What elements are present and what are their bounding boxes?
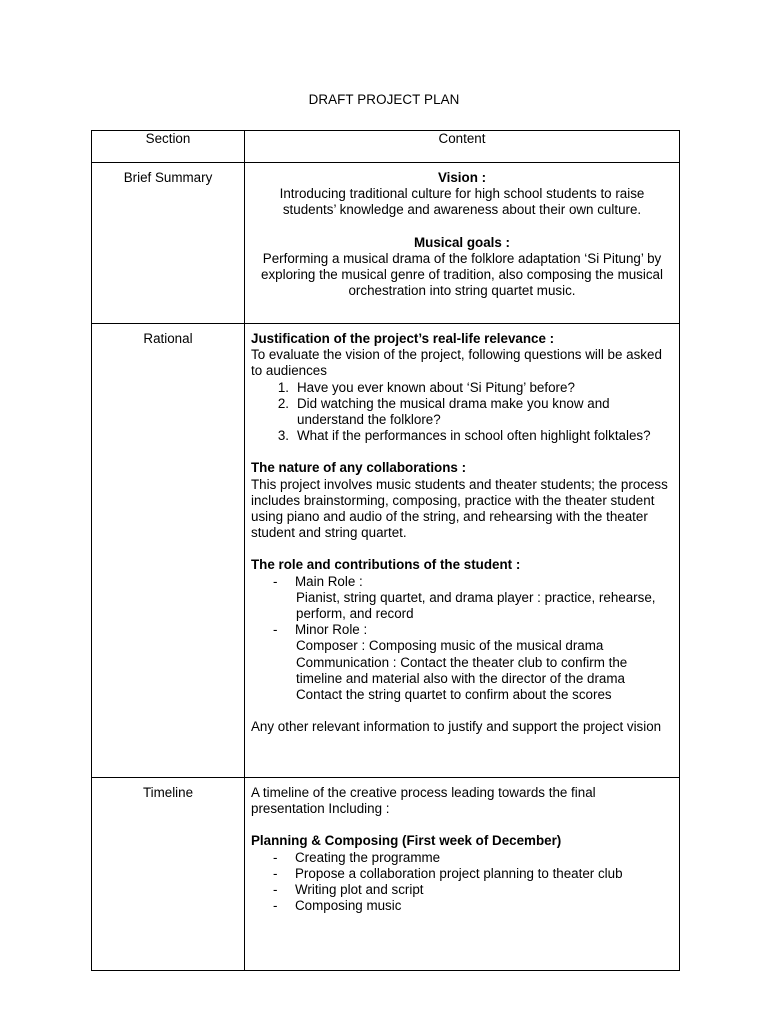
section-rational: Rational bbox=[92, 324, 245, 778]
musical-goals-heading: Musical goals : bbox=[414, 234, 510, 250]
list-item: - Creating the programme bbox=[273, 849, 441, 865]
phase-heading: Planning & Composing (First week of December) bbox=[251, 833, 562, 849]
list-item: 3. What if the performances in school often highlight folktales? bbox=[277, 428, 651, 444]
project-plan-table bbox=[91, 130, 680, 971]
other-info-text: Any other relevant information to justify and support the project vision bbox=[251, 719, 662, 735]
table-row-brief-summary bbox=[92, 163, 680, 324]
musical-goals-text: Performing a musical drama of the folklore adaptation ‘Si Pitung’ by exploring the musical genre of tradition, also composing the musical orchestration into string quartet music. bbox=[261, 250, 663, 299]
collaboration-heading: The nature of any collaborations : bbox=[251, 460, 467, 476]
content-rational bbox=[245, 324, 680, 778]
minor-role-line: Contact the string quartet to confirm about the scores bbox=[296, 687, 612, 703]
table-row-rational bbox=[92, 324, 680, 778]
list-item: - Minor Role : bbox=[251, 622, 673, 638]
minor-role-line: Composer : Composing music of the musical drama bbox=[296, 638, 604, 654]
collaboration-text: This project involves music students and theater students; the process includes brainstorming, composing, practice with the theater student using piano and audio of the string, and rehearsing with the theater student and string quartet. bbox=[251, 476, 668, 541]
table-header-row bbox=[92, 131, 680, 163]
main-role-label: Main Role : bbox=[295, 573, 363, 589]
phase-list bbox=[251, 850, 673, 915]
list-item: - Main Role : bbox=[251, 574, 673, 590]
list-item: - Composing music bbox=[273, 898, 402, 914]
list-item: 2. Did watching the musical drama make you know and understand the folklore? bbox=[277, 395, 610, 428]
vision-heading: Vision : bbox=[437, 170, 487, 185]
section-brief-summary: Brief Summary bbox=[92, 163, 245, 324]
section-timeline: Timeline bbox=[92, 778, 245, 971]
minor-role-label: Minor Role : bbox=[295, 622, 368, 638]
content-timeline bbox=[245, 778, 680, 971]
list-item: - Propose a collaboration project planning to theater club bbox=[273, 865, 623, 881]
main-role-text: Pianist, string quartet, and drama player : practice, rehearse, perform, and record bbox=[296, 589, 656, 622]
list-item: 1. Have you ever known about ‘Si Pitung’ before? bbox=[277, 379, 575, 395]
justification-heading: Justification of the project’s real-life relevance : bbox=[251, 331, 555, 346]
header-content: Content bbox=[245, 131, 680, 163]
question-list bbox=[251, 380, 673, 445]
minor-role-line: Communication : Contact the theater club to confirm the timeline and material also with the director of the drama bbox=[296, 654, 628, 686]
justification-text: To evaluate the vision of the project, following questions will be asked to audiences bbox=[251, 347, 662, 379]
list-item: - Writing plot and script bbox=[273, 882, 424, 898]
document-title: DRAFT PROJECT PLAN bbox=[308, 92, 460, 107]
vision-text: Introducing traditional culture for high school students to raise students’ knowledge and awareness about their own culture. bbox=[279, 186, 645, 218]
header-section: Section bbox=[92, 131, 245, 163]
table-row-timeline bbox=[92, 778, 680, 971]
timeline-intro: A timeline of the creative process leading towards the final presentation Including : bbox=[251, 785, 596, 817]
role-list bbox=[251, 574, 673, 590]
role-heading: The role and contributions of the student : bbox=[251, 557, 521, 573]
content-brief-summary bbox=[245, 163, 680, 324]
